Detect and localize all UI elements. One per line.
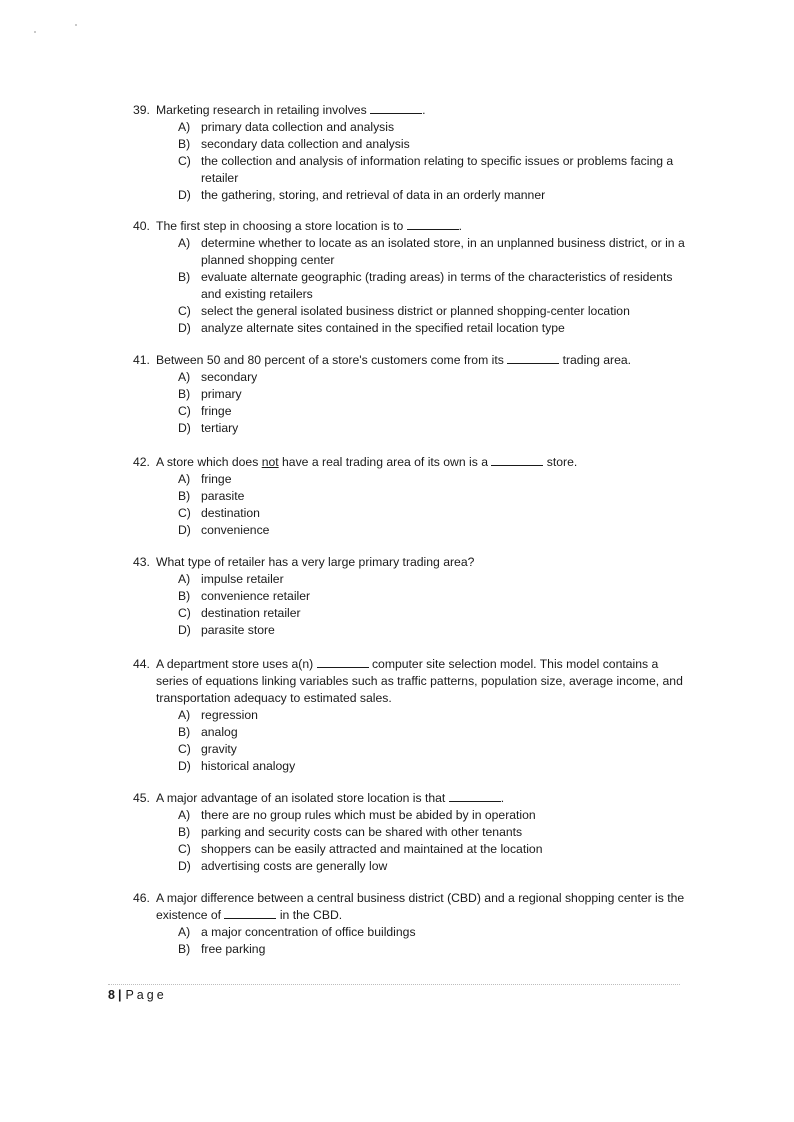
option-letter: B) [178, 589, 191, 603]
option-text: analyze alternate sites contained in the specified retail location type [201, 321, 565, 335]
option-letter: A) [178, 708, 191, 722]
answer-blank [224, 907, 276, 919]
answer-option [178, 187, 693, 204]
page-number: 8 [108, 988, 115, 1002]
answer-option [178, 269, 693, 303]
option-letter: A) [178, 925, 191, 939]
option-letter: A) [178, 236, 191, 250]
answer-option [178, 153, 693, 187]
question-text [156, 790, 693, 807]
question-text-segment: A department store uses a(n) [156, 657, 317, 671]
option-text: parking and security costs can be shared with other tenants [201, 825, 523, 839]
question-40 [133, 218, 693, 337]
answer-options [178, 119, 693, 204]
answer-option [178, 369, 693, 386]
option-text: fringe [201, 404, 232, 418]
answer-options [178, 369, 693, 437]
option-letter: D) [178, 188, 191, 202]
option-letter: C) [178, 742, 191, 756]
question-stem [133, 554, 693, 571]
question-text-segment: Between 50 and 80 percent of a store's customers come from its [156, 353, 508, 367]
option-text: destination [201, 506, 260, 520]
scan-speck [75, 24, 77, 26]
question-text [156, 352, 693, 369]
answer-option [178, 522, 693, 539]
answer-blank [370, 102, 422, 114]
question-text [156, 102, 693, 119]
question-43 [133, 554, 693, 639]
question-number: 43. [133, 555, 150, 569]
option-text: a major concentration of office buildings [201, 925, 416, 939]
answer-option [178, 471, 693, 488]
answer-option [178, 386, 693, 403]
answer-option [178, 807, 693, 824]
option-letter: B) [178, 387, 191, 401]
option-text: tertiary [201, 421, 239, 435]
question-39 [133, 102, 693, 204]
answer-options [178, 235, 693, 337]
question-45 [133, 790, 693, 875]
option-text: convenience retailer [201, 589, 311, 603]
answer-option [178, 505, 693, 522]
option-letter: A) [178, 370, 191, 384]
question-text [156, 554, 693, 571]
answer-option [178, 303, 693, 320]
answer-blank [491, 454, 543, 466]
option-letter: B) [178, 825, 191, 839]
question-text-segment: trading area. [559, 353, 632, 367]
page-footer [108, 988, 167, 1002]
question-44 [133, 656, 693, 775]
question-number: 41. [133, 353, 150, 367]
question-text-segment: in the CBD. [276, 908, 343, 922]
answer-option [178, 622, 693, 639]
option-letter: D) [178, 421, 191, 435]
option-text: historical analogy [201, 759, 296, 773]
question-number: 44. [133, 657, 150, 671]
question-number: 39. [133, 103, 150, 117]
option-letter: D) [178, 623, 191, 637]
option-text: primary data collection and analysis [201, 120, 395, 134]
question-text-segment: computer site selection model. This model contains a series of equations linking variables such as traffic patterns, population size, average income, and transportation adequacy to estimated sales. [156, 657, 683, 705]
option-text: secondary [201, 370, 258, 384]
answer-option [178, 571, 693, 588]
option-letter: B) [178, 137, 191, 151]
option-letter: B) [178, 725, 191, 739]
option-text: parasite store [201, 623, 275, 637]
answer-option [178, 858, 693, 875]
option-letter: C) [178, 606, 191, 620]
footer-separator: | [117, 988, 122, 1002]
question-text-segment: The first step in choosing a store location is to [156, 219, 407, 233]
option-letter: B) [178, 270, 191, 284]
answer-options [178, 707, 693, 775]
option-letter: D) [178, 321, 191, 335]
question-number: 42. [133, 455, 150, 469]
question-text-segment: A store which does [156, 455, 262, 469]
option-letter: D) [178, 859, 191, 873]
option-letter: D) [178, 523, 191, 537]
option-text: primary [201, 387, 242, 401]
answer-options [178, 924, 693, 958]
option-letter: C) [178, 404, 191, 418]
answer-option [178, 941, 693, 958]
question-number: 40. [133, 219, 150, 233]
answer-blank [449, 790, 501, 802]
question-text-segment: What type of retailer has a very large primary trading area? [156, 555, 475, 569]
question-text-segment: A major advantage of an isolated store location is that [156, 791, 449, 805]
option-letter: A) [178, 120, 191, 134]
question-number: 46. [133, 891, 150, 905]
question-text [156, 890, 693, 924]
question-stem [133, 352, 693, 369]
option-letter: C) [178, 304, 191, 318]
answer-option [178, 136, 693, 153]
option-text: analog [201, 725, 238, 739]
question-stem [133, 218, 693, 235]
option-letter: C) [178, 154, 191, 168]
option-text: parasite [201, 489, 245, 503]
question-text-segment: have a real trading area of its own is a [278, 455, 492, 469]
question-46 [133, 890, 693, 958]
answer-option [178, 605, 693, 622]
answer-option [178, 488, 693, 505]
answer-options [178, 571, 693, 639]
option-letter: A) [178, 472, 191, 486]
answer-option [178, 320, 693, 337]
question-text-segment: store. [543, 455, 578, 469]
question-number: 45. [133, 791, 150, 805]
answer-blank [407, 218, 459, 230]
option-text: there are no group rules which must be abided by in operation [201, 808, 536, 822]
option-text: destination retailer [201, 606, 301, 620]
question-41 [133, 352, 693, 437]
option-letter: D) [178, 759, 191, 773]
question-42 [133, 454, 693, 539]
answer-option [178, 924, 693, 941]
question-text-segment: . [500, 791, 505, 805]
question-text-segment: . [458, 219, 463, 233]
answer-options [178, 807, 693, 875]
answer-option [178, 707, 693, 724]
option-text: secondary data collection and analysis [201, 137, 410, 151]
option-text: gravity [201, 742, 237, 756]
option-letter: B) [178, 942, 191, 956]
option-letter: A) [178, 572, 191, 586]
question-stem [133, 102, 693, 119]
answer-option [178, 824, 693, 841]
answer-option [178, 403, 693, 420]
question-text [156, 218, 693, 235]
answer-option [178, 420, 693, 437]
question-text-segment: Marketing research in retailing involves [156, 103, 371, 117]
option-text: determine whether to locate as an isolated store, in an unplanned business district, or in a planned shopping center [201, 236, 685, 267]
question-stem [133, 790, 693, 807]
option-text: impulse retailer [201, 572, 284, 586]
answer-option [178, 119, 693, 136]
option-letter: B) [178, 489, 191, 503]
answer-blank [317, 656, 369, 668]
page-label: Page [125, 988, 167, 1002]
scan-speck [34, 31, 36, 33]
option-text: convenience [201, 523, 270, 537]
footer-divider [108, 984, 680, 985]
option-letter: C) [178, 506, 191, 520]
option-text: shoppers can be easily attracted and maintained at the location [201, 842, 543, 856]
answer-option [178, 758, 693, 775]
option-text: evaluate alternate geographic (trading areas) in terms of the characteristics of residents and existing retailers [201, 270, 673, 301]
question-stem [133, 890, 693, 924]
question-text-segment: . [422, 103, 426, 117]
option-text: free parking [201, 942, 266, 956]
option-letter: C) [178, 842, 191, 856]
question-text [156, 454, 693, 471]
underlined-word: not [261, 455, 279, 469]
question-text [156, 656, 693, 707]
option-letter: A) [178, 808, 191, 822]
option-text: fringe [201, 472, 232, 486]
answer-option [178, 588, 693, 605]
question-stem [133, 656, 693, 707]
option-text: the gathering, storing, and retrieval of data in an orderly manner [201, 188, 546, 202]
answer-option [178, 724, 693, 741]
question-stem [133, 454, 693, 471]
answer-option [178, 235, 693, 269]
option-text: regression [201, 708, 258, 722]
answer-options [178, 471, 693, 539]
option-text: select the general isolated business district or planned shopping-center location [201, 304, 630, 318]
option-text: advertising costs are generally low [201, 859, 388, 873]
answer-blank [507, 352, 559, 364]
answer-option [178, 841, 693, 858]
option-text: the collection and analysis of information relating to specific issues or problems facing a retailer [201, 154, 674, 185]
answer-option [178, 741, 693, 758]
question-text-segment: A major difference between a central business district (CBD) and a regional shopping center is the existence of [156, 891, 685, 922]
